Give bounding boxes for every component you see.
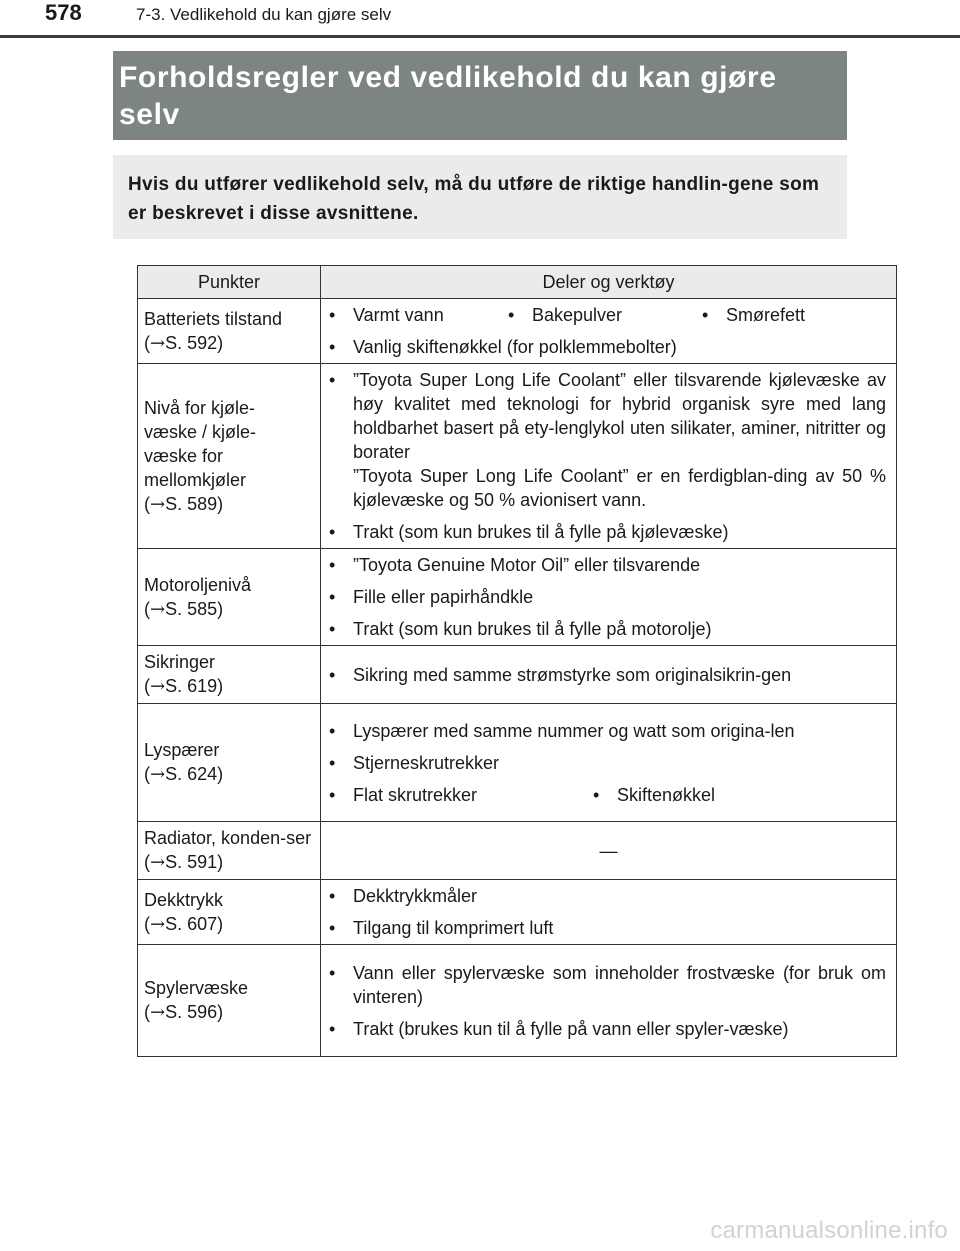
coolant-note: ”Toyota Super Long Life Coolant” er en ferdigblan-ding av 50 % kjølevæske og 50 % avionisert vann. bbox=[353, 466, 886, 510]
bullet-icon: • bbox=[329, 784, 336, 805]
page-reference: S. 591 bbox=[165, 852, 218, 872]
bullet-icon: • bbox=[329, 555, 336, 575]
tool-text: Stjerneskrutrekker bbox=[353, 752, 500, 773]
column-header-items: Punkter bbox=[138, 266, 321, 299]
header-rule bbox=[0, 35, 960, 38]
table-row-light-bulbs bbox=[138, 704, 897, 822]
table-row-fuses bbox=[138, 646, 897, 704]
parts-and-tools-table bbox=[137, 265, 897, 1057]
bullet-icon: • bbox=[593, 784, 600, 805]
arrow-icon: → bbox=[150, 913, 166, 935]
tools-cell-empty bbox=[321, 822, 897, 880]
table-header-row bbox=[138, 266, 897, 299]
table-row-coolant bbox=[138, 364, 897, 549]
section-title-band bbox=[113, 51, 847, 140]
tool-text: ”Toyota Genuine Motor Oil” eller tilsvarende bbox=[353, 555, 701, 575]
item-name: Radiator, konden-ser bbox=[144, 828, 312, 848]
intro-text: Hvis du utfører vedlikehold selv, må du utføre de riktige handlin-gene som er beskrevet i disse avsnittene. bbox=[128, 174, 820, 224]
bullet-icon: • bbox=[329, 305, 336, 325]
tool-text: Lyspærer med samme nummer og watt som origina-len bbox=[353, 720, 795, 741]
arrow-icon: → bbox=[150, 676, 166, 697]
arrow-icon: → bbox=[150, 764, 166, 785]
list-item bbox=[329, 719, 886, 743]
bullet-icon: • bbox=[329, 962, 336, 983]
arrow-icon: → bbox=[150, 493, 166, 515]
item-cell: Nivå for kjøle-væske / kjøle-væske for mellomkjøler (→S. 589) bbox=[138, 364, 321, 549]
list-item bbox=[329, 884, 886, 908]
list-item bbox=[329, 553, 886, 577]
tool-text: ”Toyota Super Long Life Coolant” eller tilsvarende kjølevæske av høy kvalitet med teknologi for hybrid organisk syre med lang holdbarhet basert på ety-lenglykol uten silikater, aminer, nitritter og borater bbox=[353, 370, 886, 462]
table-row-engine-oil bbox=[138, 549, 897, 646]
list-item bbox=[329, 961, 886, 1009]
bullet-icon: • bbox=[329, 619, 336, 639]
watermark-text: carmanualsonline.info bbox=[710, 1217, 948, 1244]
bullet-icon: • bbox=[329, 370, 336, 390]
table-row-battery bbox=[138, 299, 897, 364]
list-item bbox=[329, 585, 886, 609]
tool-text: Skiftenøkkel bbox=[617, 784, 716, 805]
bullet-icon: • bbox=[508, 305, 515, 325]
tools-cell bbox=[321, 549, 897, 646]
list-item bbox=[329, 916, 886, 940]
item-name: Dekktrykk bbox=[144, 889, 224, 910]
table-row-radiator bbox=[138, 822, 897, 880]
page-number: 578 bbox=[45, 0, 82, 25]
item-cell: Spylervæske (→S. 596) bbox=[138, 945, 321, 1057]
bullet-icon: • bbox=[329, 886, 336, 906]
page-reference: S. 619 bbox=[165, 676, 218, 696]
tool-text: Bakepulver bbox=[532, 305, 623, 325]
list-item bbox=[329, 368, 886, 464]
item-cell: Radiator, konden-ser (→S. 591) bbox=[138, 822, 321, 880]
item-name: Batteriets tilstand bbox=[144, 308, 283, 329]
arrow-icon: → bbox=[150, 852, 166, 873]
list-item bbox=[329, 617, 886, 641]
list-item bbox=[329, 520, 886, 544]
list-item bbox=[329, 335, 886, 359]
arrow-icon: → bbox=[150, 1002, 166, 1023]
table-row-washer-fluid bbox=[138, 945, 897, 1057]
tool-text: Trakt (som kun brukes til å fylle på kjølevæske) bbox=[353, 522, 729, 542]
list-item bbox=[329, 751, 886, 775]
bullet-icon: • bbox=[329, 522, 336, 542]
bullet-icon: • bbox=[329, 337, 336, 357]
bullet-icon: • bbox=[329, 918, 336, 938]
list-item bbox=[593, 783, 817, 807]
intro-box bbox=[113, 155, 847, 239]
bullet-icon: • bbox=[329, 1018, 336, 1039]
item-cell: Lyspærer (→S. 624) bbox=[138, 704, 321, 822]
list-item bbox=[329, 303, 508, 327]
bullet-icon: • bbox=[329, 587, 336, 607]
tool-text: Dekktrykkmåler bbox=[353, 886, 478, 906]
bullet-icon: • bbox=[329, 720, 336, 741]
list-item bbox=[508, 303, 702, 327]
page-reference: S. 589 bbox=[165, 493, 218, 514]
em-dash: — bbox=[599, 840, 618, 861]
tools-cell bbox=[321, 945, 897, 1057]
page-reference: S. 585 bbox=[165, 598, 218, 619]
inline-tool-list bbox=[329, 303, 886, 327]
tool-text: Vann eller spylervæske som inneholder frostvæske (for bruk om vinteren) bbox=[353, 962, 886, 1007]
tool-text: Varmt vann bbox=[353, 305, 444, 325]
page-reference: S. 592 bbox=[165, 332, 218, 353]
tool-text: Trakt (brukes kun til å fylle på vann eller spyler-væske) bbox=[353, 1018, 789, 1039]
bullet-icon: • bbox=[329, 752, 336, 773]
item-name: Nivå for kjøle-væske / kjøle-væske for mellomkjøler bbox=[144, 397, 257, 490]
list-item bbox=[329, 1017, 886, 1041]
column-header-tools: Deler og verktøy bbox=[321, 266, 897, 299]
item-cell: Motoroljenivå (→S. 585) bbox=[138, 549, 321, 646]
item-name: Lyspærer bbox=[144, 740, 220, 760]
bullet-icon: • bbox=[329, 664, 336, 685]
tool-text: Sikring med samme strømstyrke som originalsikrin-gen bbox=[353, 664, 792, 685]
tool-text: Trakt (som kun brukes til å fylle på motorolje) bbox=[353, 619, 712, 639]
section-reference: 7-3. Vedlikehold du kan gjøre selv bbox=[136, 5, 392, 24]
tools-cell bbox=[321, 364, 897, 549]
tool-text: Fille eller papirhåndkle bbox=[353, 587, 534, 607]
arrow-icon: → bbox=[150, 332, 166, 354]
tools-cell bbox=[321, 704, 897, 822]
item-name: Spylervæske bbox=[144, 978, 249, 998]
section-title: Forholdsregler ved vedlikehold du kan gjøre selv bbox=[119, 61, 777, 131]
list-item bbox=[329, 663, 886, 687]
item-cell: Sikringer (→S. 619) bbox=[138, 646, 321, 704]
bullet-icon: • bbox=[702, 305, 709, 325]
page-reference: S. 607 bbox=[165, 913, 218, 934]
inline-tool-list bbox=[329, 783, 886, 807]
item-name: Motoroljenivå bbox=[144, 574, 252, 595]
page-reference: S. 596 bbox=[165, 1002, 218, 1022]
page-reference: S. 624 bbox=[165, 764, 218, 784]
tools-cell bbox=[321, 299, 897, 364]
tools-cell bbox=[321, 880, 897, 945]
item-name: Sikringer bbox=[144, 652, 216, 672]
tool-text: Tilgang til komprimert luft bbox=[353, 918, 554, 938]
item-cell: Dekktrykk (→S. 607) bbox=[138, 880, 321, 945]
tools-cell bbox=[321, 646, 897, 704]
arrow-icon: → bbox=[150, 598, 166, 620]
tool-text: Flat skrutrekker bbox=[353, 784, 478, 805]
item-cell: Batteriets tilstand (→S. 592) bbox=[138, 299, 321, 364]
tool-text: Smørefett bbox=[726, 305, 806, 325]
tool-text: Vanlig skiftenøkkel (for polklemmebolter) bbox=[353, 337, 677, 357]
table-row-tire-pressure bbox=[138, 880, 897, 945]
list-item bbox=[702, 303, 886, 327]
list-item bbox=[329, 783, 593, 807]
